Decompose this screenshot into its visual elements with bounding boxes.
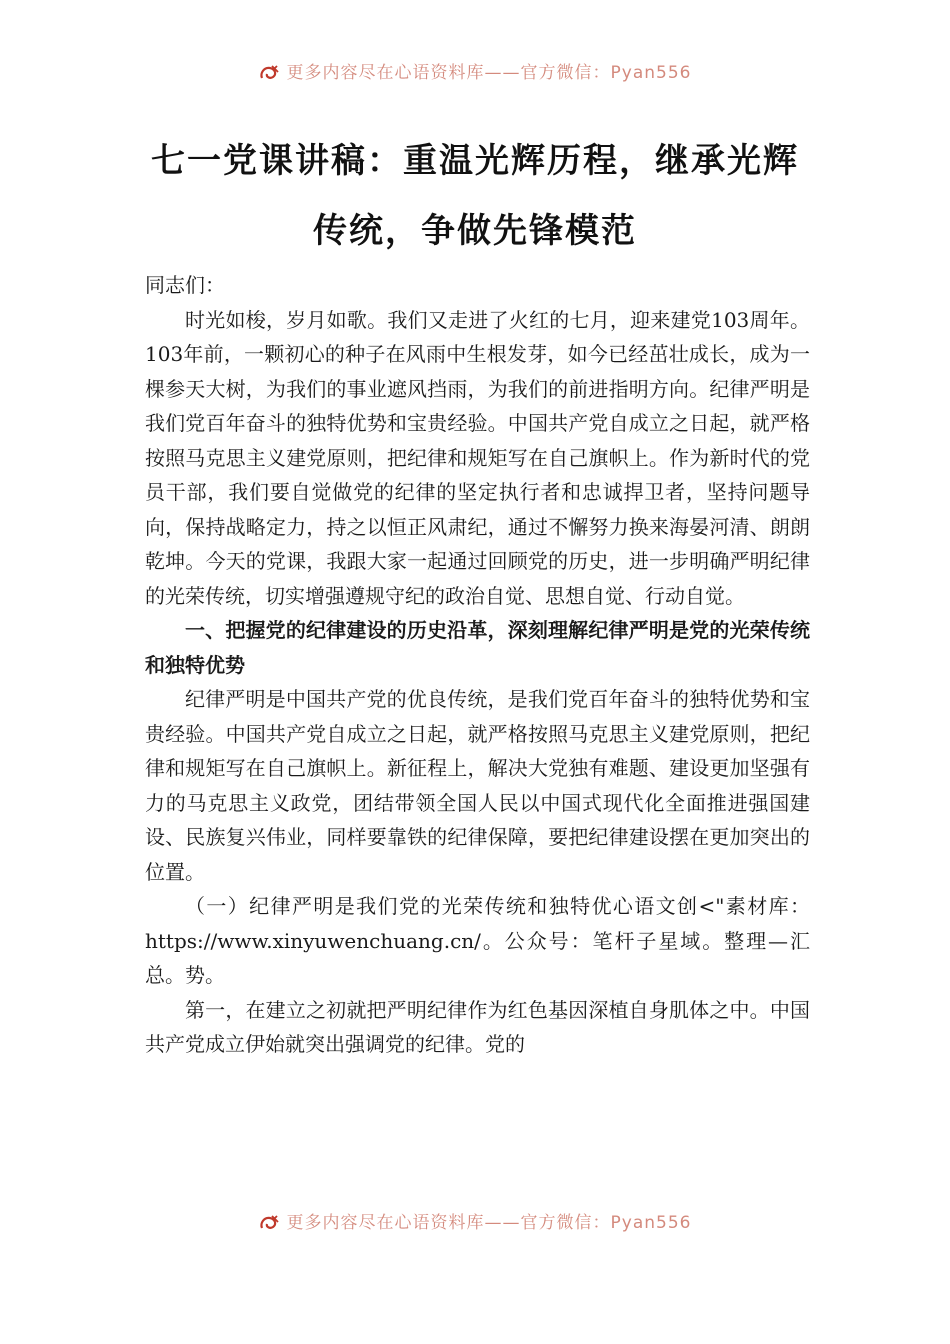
document-body [145,268,810,1062]
header-watermark [0,58,950,83]
watermark-text: 更多内容尽在心语资料库——官方微信：Pyan556 [286,63,692,83]
document-title-line-1: 七一党课讲稿：重温光辉历程，继承光辉 [151,141,799,181]
seal-logo-icon [259,1214,281,1232]
watermark-text: 更多内容尽在心语资料库——官方微信：Pyan556 [286,1213,692,1233]
intro-paragraph: 时光如梭，岁月如歌。我们又走进了火红的七月，迎来建党103周年。103年前，一颗初心的种子在风雨中生根发芽，如今已经茁壮成长，成为一棵参天大树，为我们的事业遮风挡雨，为我们的前进指明方向。纪律严明是我们党百年奋斗的独特优势和宝贵经验。中国共产党自成立之日起，就严格按照马克思主义建党原则，把纪律和规矩写在自己旗帜上。作为新时代的党员干部，我们要自觉做党的纪律的坚定执行者和忠诚捍卫者，坚持问题导向，保持战略定力，持之以恒正风肃纪，通过不懈努力换来海晏河清、朗朗乾坤。今天的党课，我跟大家一起通过回顾党的历史，进一步明确严明纪律的光荣传统，切实增强遵规守纪的政治自觉、思想自觉、行动自觉。 [145,307,810,608]
section-heading-1: 一、把握党的纪律建设的历史沿革，深刻理解纪律严明是党的光荣传统和独特优势 [145,618,810,677]
body-paragraph-2: 第一，在建立之初就把严明纪律作为红色基因深植自身肌体之中。中国共产党成立伊始就突出强调党的纪律。党的 [145,997,810,1056]
document-title-line-2: 传统，争做先锋模范 [313,211,637,251]
body-paragraph-1: 纪律严明是中国共产党的优良传统，是我们党百年奋斗的独特优势和宝贵经验。中国共产党自成立之日起，就严格按照马克思主义建党原则，把纪律和规矩写在自己旗帜上。新征程上，解决大党独有难题、建设更加坚强有力的马克思主义政党，团结带领全国人民以中国式现代化全面推进强国建设、民族复兴伟业，同样要靠铁的纪律保障，要把纪律建设摆在更加突出的位置。 [145,687,810,884]
footer-watermark [0,1208,950,1233]
seal-logo-icon [259,64,281,82]
subsection-heading-1: （一）纪律严明是我们党的光荣传统和独特优心语文创<"素材库：https://www.xinyuwenchuang.cn/。公众号：笔杆子星域。整理—汇总。势。 [145,894,810,987]
salutation: 同志们： [145,273,225,297]
